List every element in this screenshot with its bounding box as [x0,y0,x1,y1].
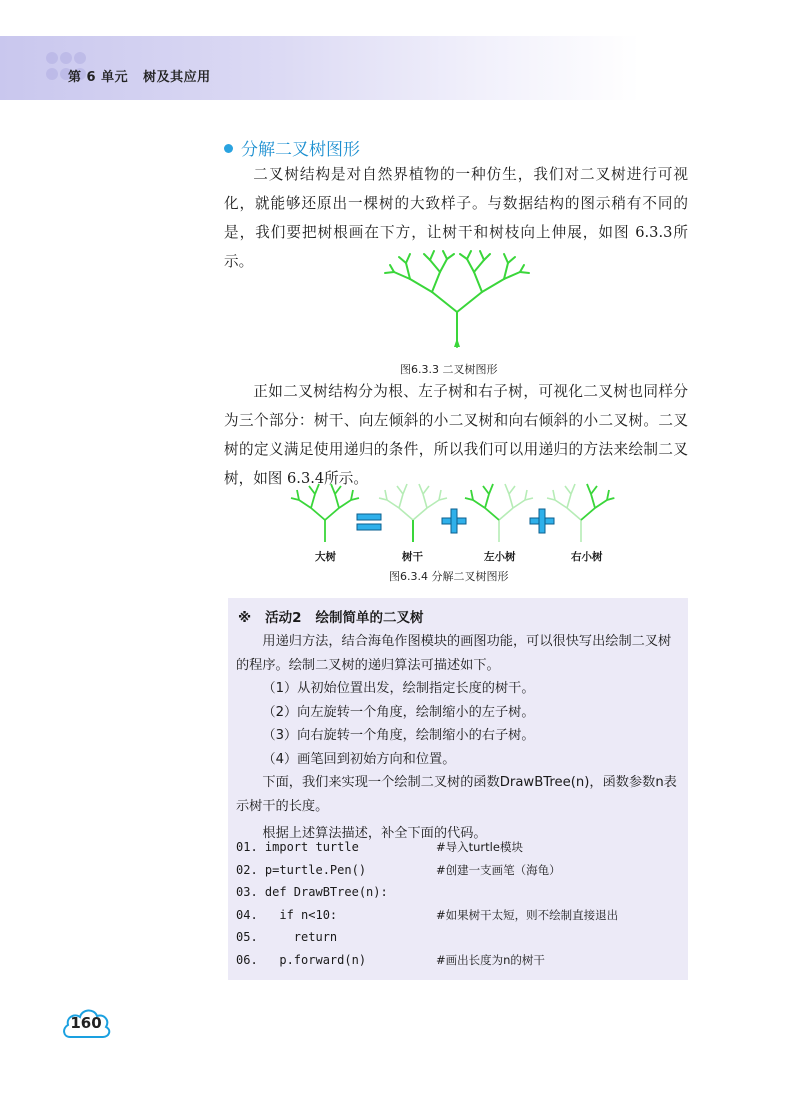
activity-title [238,606,424,626]
activity-body [236,630,680,846]
right-subtree-icon [547,484,615,542]
binary-tree-figure [380,246,540,351]
equals-icon [357,514,381,530]
figure-caption: 图6.3.4 分解二叉树图形 [389,570,509,583]
activity-paragraph: 根据上述算法描述，补全下面的代码。 [262,826,487,841]
paragraph-text: 二叉树结构是对自然界植物的一种仿生，我们对二叉树进行可视化，就能够还原出一棵树的大致样子。与数据结构的图示稍有不同的是，我们要把树根画在下方，让树干和树枝向上伸展，如图 6.3.3所示。 [224,166,688,270]
page-number: 160 [70,1014,102,1032]
label-trunk: 树干 [402,551,423,563]
code-comment: #创建一支画笔（海龟） [436,862,561,877]
chapter-number: 第 6 单元 [68,70,129,85]
code-comment: #如果树干太短，则不绘制直接退出 [436,907,619,922]
algorithm-step: （1）从初始位置出发，绘制指定长度的树干。 [262,681,535,696]
activity-title-text: 绘制简单的二叉树 [315,610,424,626]
section-title [224,135,360,160]
label-right-subtree: 右小树 [571,551,603,563]
figure-caption: 图6.3.3 二叉树图形 [400,363,498,376]
activity-paragraph: 用递归方法，结合海龟作图模块的画图功能，可以很快写出绘制二叉树的程序。绘制二叉树的递归算法可描述如下。 [236,634,672,673]
paragraph-text: 正如二叉树结构分为根、左子树和右子树，可视化二叉树也同样分为三个部分：树干、向左倾斜的小二叉树和向右倾斜的小二叉树。二叉树的定义满足使用递归的条件，所以我们可以用递归的方法来绘制二叉树，如图 6.3.4所示。 [224,383,688,487]
label-big-tree: 大树 [315,551,336,563]
activity-paragraph: 下面，我们来实现一个绘制二叉树的函数DrawBTree(n)，函数参数n表示树干的长度。 [236,775,677,814]
bullet-icon [224,144,233,153]
code-line: 02. p=turtle.Pen() #创建一支画笔（海龟） [236,859,388,882]
code-line: 04. if n<10: #如果树干太短，则不绘制直接退出 [236,904,388,927]
label-left-subtree: 左小树 [484,551,516,563]
code-line: 03. def DrawBTree(n): [236,885,388,899]
paragraph-decomposition [224,377,688,493]
big-tree-icon [291,484,359,542]
code-line: 05. return [236,930,338,944]
reference-mark-icon: ※ [238,610,252,626]
algorithm-step: （4）画笔回到初始方向和位置。 [262,751,456,767]
activity-number: 活动2 [265,610,302,626]
code-line: 01. import turtle #导入turtle模块 [236,836,388,859]
code-comment: #画出长度为n的树干 [436,952,545,967]
chapter-title: 树及其应用 [143,70,211,85]
code-comment: #导入turtle模块 [436,840,523,854]
plus-icon [442,509,466,533]
tree-decomposition-figure [285,478,615,546]
left-subtree-icon [465,484,533,542]
algorithm-step: （3）向右旋转一个角度，绘制缩小的右子树。 [262,728,535,743]
section-title-text: 分解二叉树图形 [241,140,360,160]
chapter-heading [68,66,221,85]
code-block [236,836,619,971]
activity-box [228,598,688,980]
code-line: 06. p.forward(n) #画出长度为n的树干 [236,949,388,972]
plus-icon [530,509,554,533]
algorithm-step: （2）向左旋转一个角度，绘制缩小的左子树。 [262,704,535,720]
